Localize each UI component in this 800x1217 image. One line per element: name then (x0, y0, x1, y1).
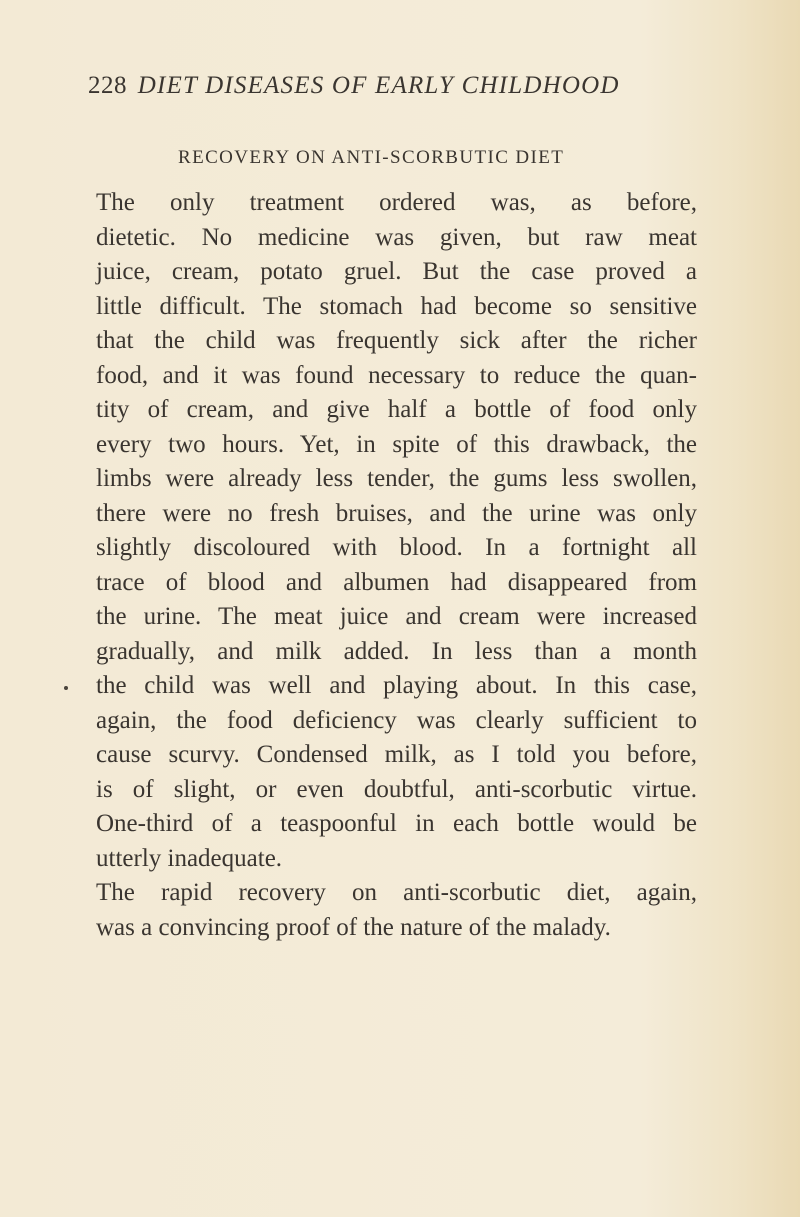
paragraph-2-line-2: was a convincing proof of the nature of the malady. (96, 913, 611, 941)
paragraph-1-line-8: every two hours. Yet, in spite of this drawback, the (96, 430, 697, 458)
paragraph-1-line-2: dietetic. No medicine was given, but raw meat (96, 223, 697, 251)
paragraph-1-line-13: the urine. The meat juice and cream were increased (96, 603, 697, 630)
paragraph-2-line-1: The rapid recovery on anti-scorbutic diet, again, (96, 879, 697, 906)
paragraph-1-line-6: food, and it was found necessary to reduce the quan- (96, 361, 697, 389)
paragraph-1-line-5: that the child was frequently sick after the richer (96, 327, 697, 354)
section-heading: RECOVERY ON ANTI-SCORBUTIC DIET (178, 147, 565, 168)
paragraph-1-line-18: is of slight, or even doubtful, anti-scorbutic virtue. (96, 775, 697, 803)
paragraph-1-line-17: cause scurvy. Condensed milk, as I told you before, (96, 741, 697, 768)
paragraph-1-line-10: there were no fresh bruises, and the urine was only (96, 499, 697, 527)
paragraph-1-line-9: limbs were already less tender, the gums less swollen, (96, 465, 697, 492)
paragraph-1-line-16: again, the food deficiency was clearly sufficient to (96, 706, 697, 734)
paragraph-1-line-1: The only treatment ordered was, as before, (96, 189, 697, 216)
paragraph-1-line-4: little difficult. The stomach had become so sensitive (96, 292, 697, 320)
paragraph-1-line-19: One-third of a teaspoonful in each bottle would be (96, 810, 697, 837)
paragraph-1-line-12: trace of blood and albumen had disappeared from (96, 568, 697, 596)
paragraph-1-line-11: slightly discoloured with blood. In a fortnight all (96, 534, 697, 561)
running-header (88, 72, 728, 112)
paragraph-1-line-14: gradually, and milk added. In less than a month (96, 637, 697, 665)
paragraph-1-line-15: the child was well and playing about. In this case, (96, 672, 697, 699)
paragraph-1-line-20: utterly inadequate. (96, 844, 283, 872)
page-number: 228 (88, 72, 127, 99)
body-text (96, 186, 697, 945)
paragraph-1-line-3: juice, cream, potato gruel. But the case proved a (96, 258, 697, 285)
margin-mark (64, 686, 68, 690)
running-title: DIET DISEASES OF EARLY CHILDHOOD (137, 72, 620, 99)
paragraph-1-line-7: tity of cream, and give half a bottle of food only (96, 396, 697, 423)
